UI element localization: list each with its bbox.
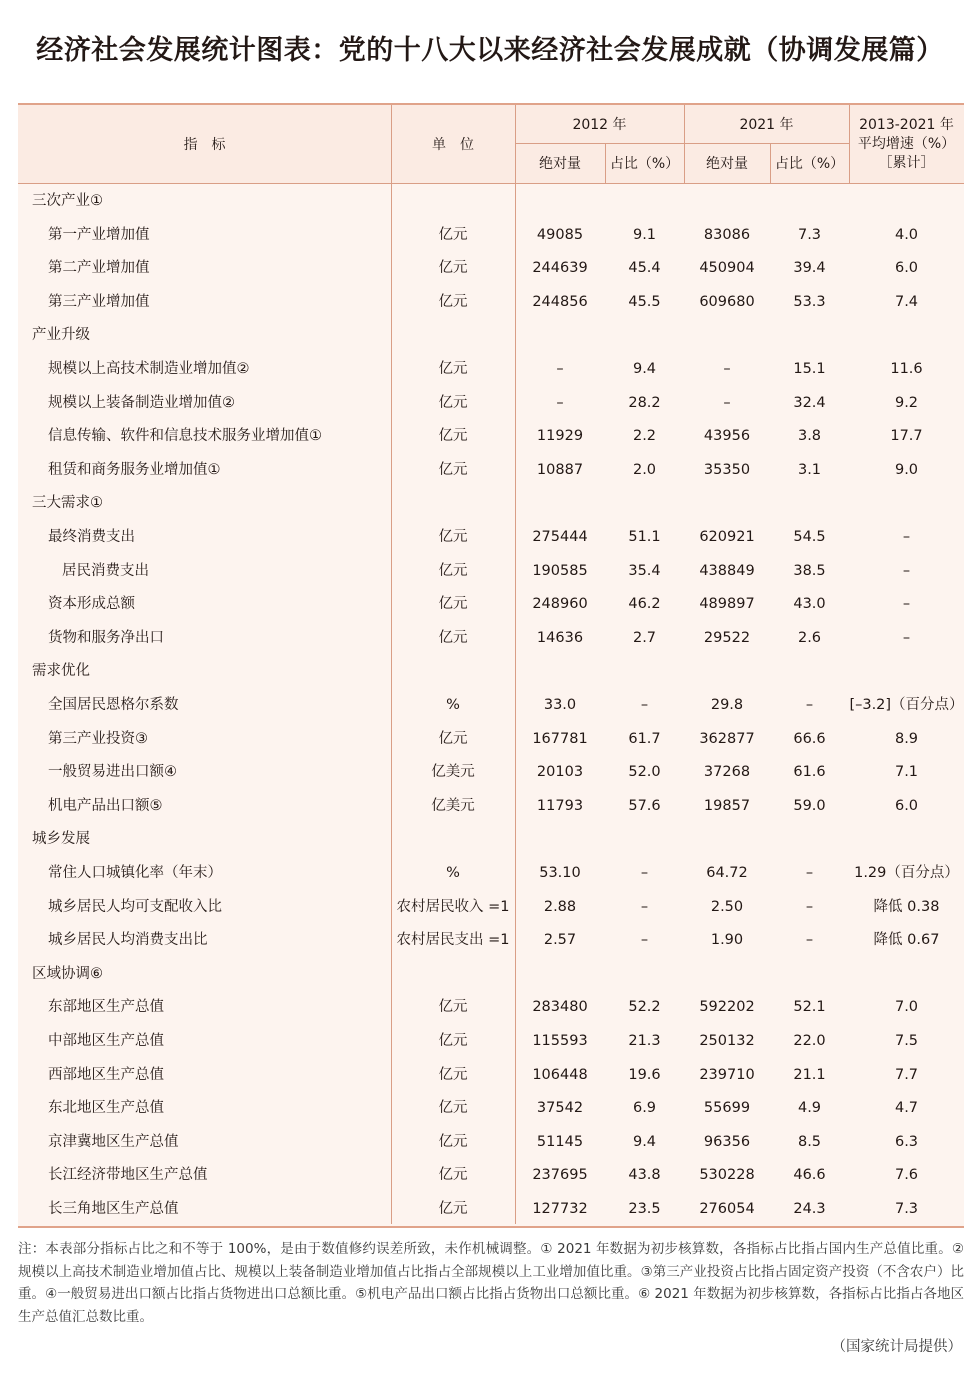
table-section-row: [18, 319, 964, 353]
row-2021-share: 43.0: [793, 596, 826, 613]
row-unit: 亿美元: [431, 764, 475, 781]
row-2012-abs: 275444: [532, 529, 588, 545]
row-2021-abs: [684, 958, 770, 992]
row-2012-abs: 244856: [532, 293, 588, 310]
row-growth: 降低 0.67: [873, 932, 940, 949]
row-indicator: 东部地区生产总值: [48, 999, 164, 1016]
row-unit: [391, 958, 515, 992]
row-2012-share: [605, 185, 684, 219]
row-growth: [849, 958, 964, 992]
table-row: [18, 756, 964, 790]
row-indicator: 产业升级: [32, 327, 90, 344]
row-unit: [391, 823, 515, 857]
header-2021-abs: 绝对量: [706, 156, 748, 172]
row-growth: 7.1: [894, 764, 919, 781]
row-unit: %: [446, 865, 460, 881]
row-2012-share: 45.5: [628, 293, 661, 310]
row-indicator: 第一产业增加值: [48, 226, 150, 243]
row-2012-share: –: [640, 865, 649, 881]
row-indicator: 长三角地区生产总值: [48, 1201, 179, 1217]
row-indicator: 城乡发展: [32, 831, 90, 848]
table-row: [18, 857, 964, 891]
row-indicator: 规模以上装备制造业增加值②: [48, 394, 235, 411]
row-2021-share: 61.6: [793, 764, 826, 781]
row-2021-abs: 276054: [699, 1201, 755, 1217]
row-unit: 亿元: [438, 361, 468, 377]
header-bottom-rule: [18, 183, 964, 184]
row-2021-share: 39.4: [793, 260, 826, 277]
row-growth: 4.0: [894, 226, 919, 243]
row-2012-abs: 283480: [532, 999, 588, 1016]
row-growth: 7.5: [894, 1033, 919, 1049]
column-divider: [684, 105, 685, 183]
table-row: [18, 1159, 964, 1193]
table-row: [18, 555, 964, 589]
row-2021-share: [770, 958, 849, 992]
row-2021-abs: [684, 319, 770, 353]
row-2021-share: 8.5: [797, 1133, 822, 1150]
table-row: [18, 1025, 964, 1059]
row-2021-abs: 250132: [699, 1033, 755, 1049]
row-2012-abs: –: [556, 361, 564, 377]
row-2021-abs: 530228: [699, 1167, 755, 1184]
row-2021-abs: 29522: [703, 629, 751, 646]
row-growth: 8.9: [894, 730, 919, 747]
row-growth: 降低 0.38: [873, 898, 940, 915]
row-indicator: 第三产业投资③: [48, 730, 148, 747]
header-sub-rule: [515, 143, 849, 144]
row-2012-share: 9.4: [632, 361, 657, 377]
row-2021-share: 24.3: [793, 1201, 826, 1217]
row-2021-share: [770, 319, 849, 353]
row-indicator: 货物和服务净出口: [48, 629, 164, 646]
row-2012-share: 19.6: [628, 1066, 661, 1083]
row-indicator: 长江经济带地区生产总值: [48, 1167, 208, 1184]
row-2021-share: 59.0: [793, 797, 826, 814]
row-growth: [849, 487, 964, 521]
row-unit: [391, 319, 515, 353]
row-2021-share: 15.1: [793, 361, 826, 377]
row-indicator: 区域协调⑥: [32, 965, 103, 982]
row-2021-abs: 489897: [699, 596, 755, 613]
table-section-row: [18, 185, 964, 219]
row-growth: 11.6: [890, 361, 923, 377]
row-growth: 7.4: [894, 293, 919, 310]
statistics-table: [18, 103, 964, 1228]
row-2021-share: –: [805, 898, 814, 915]
row-unit: 亿元: [438, 1133, 468, 1150]
row-2021-share: [770, 655, 849, 689]
row-indicator: 最终消费支出: [48, 529, 135, 545]
row-2021-abs: 35350: [703, 461, 751, 478]
row-2012-abs: 244639: [532, 260, 588, 277]
table-row: [18, 1092, 964, 1126]
table-row: [18, 1126, 964, 1160]
row-2012-abs: 106448: [532, 1066, 588, 1083]
row-2021-share: 22.0: [793, 1033, 826, 1049]
table-row: [18, 420, 964, 454]
row-2012-abs: 14636: [536, 629, 584, 646]
row-2021-abs: 362877: [699, 730, 755, 747]
row-indicator: 常住人口城镇化率（年末）: [48, 865, 222, 881]
header-growth: [849, 105, 964, 183]
row-growth: 7.3: [894, 1201, 919, 1217]
table-row: [18, 286, 964, 320]
row-indicator: 三大需求①: [32, 495, 103, 512]
table-section-row: [18, 823, 964, 857]
row-2021-share: 3.8: [797, 428, 822, 445]
row-2012-abs: 51145: [536, 1133, 584, 1150]
row-2021-share: 38.5: [793, 562, 826, 579]
row-growth: 7.0: [894, 999, 919, 1016]
row-unit: 亿元: [438, 562, 468, 579]
row-growth: 9.0: [894, 461, 919, 478]
table-row: [18, 219, 964, 253]
table-row: [18, 991, 964, 1025]
row-2012-abs: 248960: [532, 596, 588, 613]
footnote: 注：本表部分指标占比之和不等于 100%，是由于数值修约误差所致，未作机械调整。① 2021 年数据为初步核算数，各指标占比指占国内生产总值比重。②规模以上高技术制造业增加值占比、规模以上装备制造业增加值占比指占全部规模以上工业增加值比重。③第三产业投资占比指占固定资产投资（不含农户）比重。④一般贸易进出口额占比指占货物进出口总额比重。⑤机电产品出口额占比指占货物出口总额比重。⑥ 2021 年数据为初步核算数，各指标占比指占各地区生产总值汇总数比重。: [18, 1241, 964, 1325]
column-divider: [849, 105, 850, 183]
row-indicator: 规模以上高技术制造业增加值②: [48, 361, 250, 377]
row-2012-share: –: [640, 697, 649, 713]
row-2012-abs: 2.57: [543, 932, 577, 949]
row-indicator: 中部地区生产总值: [48, 1033, 164, 1049]
row-growth: 1.29（百分点）: [854, 865, 959, 881]
row-growth: 7.6: [894, 1167, 919, 1184]
header-growth-line3: ［累计］: [878, 154, 935, 171]
row-growth: 6.0: [894, 797, 919, 814]
row-indicator: 居民消费支出: [62, 562, 149, 579]
row-2021-share: –: [805, 865, 814, 881]
row-2021-share: 2.6: [797, 629, 822, 646]
row-unit: 农村居民支出 =1: [396, 932, 510, 949]
row-2012-abs: [515, 185, 605, 219]
row-unit: 亿元: [438, 730, 468, 747]
row-unit: 农村居民收入 =1: [396, 898, 510, 915]
row-2012-abs: [515, 487, 605, 521]
header-growth-line2: 平均增速（%）: [857, 135, 956, 152]
row-2012-abs: [515, 319, 605, 353]
row-2021-share: 21.1: [793, 1066, 826, 1083]
row-growth: [849, 319, 964, 353]
table-row: [18, 891, 964, 925]
row-indicator: 全国居民恩格尔系数: [48, 697, 179, 713]
header-2012-share: 占比（%）: [609, 156, 680, 172]
row-unit: 亿元: [438, 260, 468, 277]
row-growth: 7.7: [894, 1066, 919, 1083]
row-2021-share: [770, 487, 849, 521]
row-2021-share: –: [805, 697, 814, 713]
row-unit: 亿元: [438, 1066, 468, 1083]
row-2021-abs: 19857: [703, 797, 751, 814]
row-2012-abs: 20103: [536, 764, 584, 781]
row-unit: 亿美元: [431, 797, 475, 814]
row-growth: –: [902, 596, 911, 613]
row-indicator: 京津冀地区生产总值: [48, 1133, 179, 1150]
row-2012-abs: 53.10: [539, 865, 581, 881]
table-row: [18, 1193, 964, 1227]
row-2012-share: [605, 823, 684, 857]
row-2021-abs: 1.90: [710, 932, 744, 949]
row-2012-share: 9.1: [632, 226, 657, 243]
row-2012-share: 2.2: [632, 428, 657, 445]
row-indicator: 信息传输、软件和信息技术服务业增加值①: [48, 428, 322, 445]
table-row: [18, 689, 964, 723]
row-growth: –: [902, 529, 911, 545]
table-section-row: [18, 487, 964, 521]
row-2021-abs: –: [723, 361, 731, 377]
row-unit: 亿元: [438, 999, 468, 1016]
table-row: [18, 353, 964, 387]
table-row: [18, 924, 964, 958]
header-2021-share: 占比（%）: [774, 156, 845, 172]
row-2021-share: [770, 185, 849, 219]
row-2012-abs: 49085: [536, 226, 584, 243]
row-unit: 亿元: [438, 394, 468, 411]
row-2021-abs: –: [723, 394, 731, 411]
row-growth: 4.7: [894, 1100, 919, 1117]
row-unit: 亿元: [438, 293, 468, 310]
row-2012-abs: 11929: [536, 428, 584, 445]
header-2012: 2012 年: [572, 117, 627, 133]
row-2012-share: 46.2: [628, 596, 661, 613]
row-2012-abs: 167781: [532, 730, 588, 747]
row-2021-abs: [684, 185, 770, 219]
row-2021-abs: 29.8: [710, 697, 744, 713]
row-2021-share: 53.3: [793, 293, 826, 310]
row-indicator: 城乡居民人均可支配收入比: [48, 898, 222, 915]
row-indicator: 机电产品出口额⑤: [48, 797, 163, 814]
table-row: [18, 588, 964, 622]
row-2021-abs: [684, 487, 770, 521]
row-2021-abs: 43956: [703, 428, 751, 445]
row-unit: [391, 185, 515, 219]
row-unit: 亿元: [438, 1201, 468, 1217]
row-2021-abs: 2.50: [710, 898, 744, 915]
row-2021-share: 4.9: [797, 1100, 822, 1117]
row-2021-share: [770, 823, 849, 857]
row-2012-share: [605, 655, 684, 689]
row-indicator: 城乡居民人均消费支出比: [48, 932, 208, 949]
row-2012-abs: 11793: [536, 797, 584, 814]
header-unit: 单 位: [432, 137, 474, 153]
row-2012-abs: [515, 958, 605, 992]
row-2021-share: 32.4: [793, 394, 826, 411]
row-unit: 亿元: [438, 1100, 468, 1117]
row-unit: 亿元: [438, 428, 468, 445]
row-2012-share: [605, 487, 684, 521]
page-title: 经济社会发展统计图表：党的十八大以来经济社会发展成就（协调发展篇）: [36, 35, 944, 66]
row-growth: 9.2: [894, 394, 919, 411]
row-unit: 亿元: [438, 629, 468, 646]
table-row: [18, 1059, 964, 1093]
table-row: [18, 387, 964, 421]
row-2012-share: 35.4: [628, 562, 661, 579]
row-2012-share: 23.5: [628, 1201, 661, 1217]
row-growth: [849, 185, 964, 219]
row-2012-share: [605, 958, 684, 992]
row-unit: [391, 655, 515, 689]
row-2021-abs: [684, 655, 770, 689]
table-row: [18, 622, 964, 656]
row-2012-share: 51.1: [628, 529, 661, 545]
row-unit: 亿元: [438, 529, 468, 545]
row-2021-share: 7.3: [797, 226, 822, 243]
row-unit: %: [446, 697, 460, 713]
row-unit: 亿元: [438, 1033, 468, 1049]
row-2012-abs: 237695: [532, 1167, 588, 1184]
table-row: [18, 790, 964, 824]
row-2021-abs: 55699: [703, 1100, 751, 1117]
row-2012-share: 52.0: [628, 764, 661, 781]
row-2021-abs: 83086: [703, 226, 751, 243]
row-2012-share: 6.9: [632, 1100, 657, 1117]
row-2012-abs: 190585: [532, 562, 588, 579]
row-indicator: 第三产业增加值: [48, 293, 150, 310]
row-2021-abs: 438849: [699, 562, 755, 579]
row-indicator: 租赁和商务服务业增加值①: [48, 461, 221, 478]
row-2021-abs: 450904: [699, 260, 755, 277]
row-2021-share: 3.1: [797, 461, 822, 478]
row-growth: 6.3: [894, 1133, 919, 1150]
row-2021-share: 46.6: [793, 1167, 826, 1184]
row-unit: 亿元: [438, 596, 468, 613]
table-section-row: [18, 958, 964, 992]
row-2021-abs: [684, 823, 770, 857]
row-2012-share: [605, 319, 684, 353]
row-indicator: 一般贸易进出口额④: [48, 764, 177, 781]
row-indicator: 需求优化: [32, 663, 90, 680]
row-growth: [849, 655, 964, 689]
header-indicator: 指 标: [183, 137, 226, 153]
column-divider: [605, 143, 606, 183]
header-2021: 2021 年: [739, 117, 794, 133]
row-growth: 6.0: [894, 260, 919, 277]
row-2012-share: 61.7: [628, 730, 661, 747]
row-2012-share: 45.4: [628, 260, 661, 277]
header-growth-line1: 2013-2021 年: [859, 116, 954, 133]
row-2021-share: 54.5: [793, 529, 826, 545]
row-growth: [–3.2]（百分点）: [849, 697, 964, 713]
row-indicator: 东北地区生产总值: [48, 1100, 164, 1117]
row-2012-abs: 115593: [532, 1033, 588, 1049]
table-row: [18, 723, 964, 757]
row-2012-abs: [515, 823, 605, 857]
row-2021-abs: 239710: [699, 1066, 755, 1083]
row-2012-share: 43.8: [628, 1167, 661, 1184]
row-2012-share: 2.0: [632, 461, 657, 478]
row-2021-abs: 592202: [699, 999, 755, 1016]
row-unit: 亿元: [438, 226, 468, 243]
source-credit: （国家统计局提供）: [831, 1339, 962, 1355]
row-2021-share: –: [805, 932, 814, 949]
table-row: [18, 521, 964, 555]
row-2012-abs: 10887: [536, 461, 584, 478]
row-2012-share: 52.2: [628, 999, 661, 1016]
row-2021-abs: 96356: [703, 1133, 751, 1150]
row-unit: 亿元: [438, 461, 468, 478]
row-2021-abs: 64.72: [706, 865, 748, 881]
column-divider: [770, 143, 771, 183]
row-indicator: 第二产业增加值: [48, 260, 150, 277]
row-2021-abs: 37268: [703, 764, 751, 781]
row-2012-abs: 37542: [536, 1100, 584, 1117]
row-2021-share: 52.1: [793, 999, 826, 1016]
table-row: [18, 454, 964, 488]
row-unit: 亿元: [438, 1167, 468, 1184]
row-2012-abs: 2.88: [543, 898, 577, 915]
table-row: [18, 252, 964, 286]
row-2021-abs: 609680: [699, 293, 755, 310]
row-2012-abs: 127732: [532, 1201, 588, 1217]
row-2012-share: 9.4: [632, 1133, 657, 1150]
header-2012-abs: 绝对量: [539, 156, 581, 172]
row-indicator: 西部地区生产总值: [48, 1066, 164, 1083]
row-2012-abs: 33.0: [543, 697, 577, 713]
row-2012-share: 57.6: [628, 797, 661, 814]
row-unit: [391, 487, 515, 521]
row-2012-abs: –: [556, 394, 564, 411]
row-indicator: 三次产业①: [32, 193, 103, 209]
row-indicator: 资本形成总额: [48, 596, 135, 613]
row-2021-share: 66.6: [793, 730, 826, 747]
row-2012-share: 21.3: [628, 1033, 661, 1049]
row-2021-abs: 620921: [699, 529, 755, 545]
row-growth: 17.7: [890, 428, 923, 445]
table-section-row: [18, 655, 964, 689]
row-2012-abs: [515, 655, 605, 689]
row-2012-share: –: [640, 898, 649, 915]
row-growth: [849, 823, 964, 857]
row-growth: –: [902, 629, 911, 646]
row-2012-share: –: [640, 932, 649, 949]
row-growth: –: [902, 562, 911, 579]
row-2012-share: 28.2: [628, 394, 661, 411]
row-2012-share: 2.7: [632, 629, 657, 646]
